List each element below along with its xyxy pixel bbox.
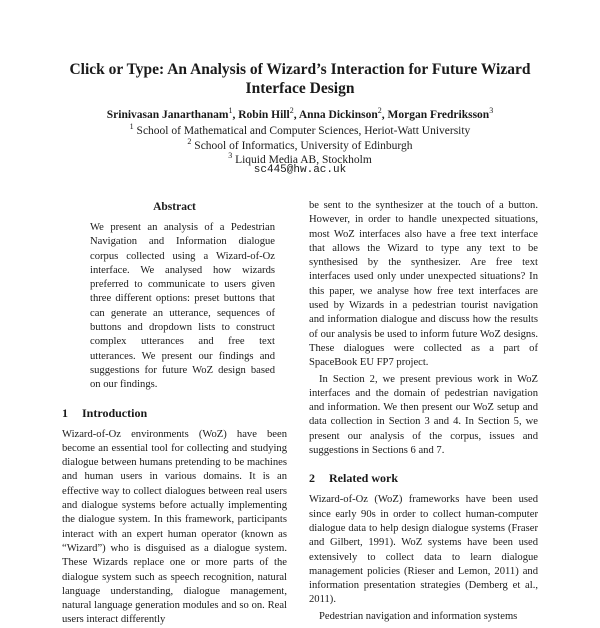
paper-title: Click or Type: An Analysis of Wizard’s Interaction for Future Wizard Interface Design — [69, 61, 531, 97]
author-affil-mark: 3 — [489, 106, 494, 115]
affiliation-text: Liquid Media AB, Stockholm — [235, 153, 372, 166]
affiliation-mark: 1 — [129, 122, 134, 131]
affiliation-mark: 2 — [187, 137, 192, 146]
author-name: Robin Hill — [238, 108, 290, 121]
affiliation-mark: 3 — [228, 151, 233, 160]
author-list: Srinivasan Janarthanam$^1$, Robin Hill$^2$, Anna Dickinson$^2$, Morgan Fredriksson$^3$ — [106, 106, 494, 121]
section-paragraph: Wizard-of-Oz (WoZ) frameworks have been used since early 90s in order to collect human-computer dialogue data to help design dialogue systems (Fraser and Gilbert, 1991). WoZ systems have been used extensively to collect data to learn dialogue management policies (Rieser and Lemon, 2011) and information presentation strategies (Demberg et al., 2011). — [309, 494, 538, 606]
author-name: Srinivasan Janarthanam — [106, 108, 229, 121]
left-column — [62, 199, 287, 628]
section-number: 1 — [62, 405, 68, 420]
contact-email: sc445@hw.ac.uk — [253, 164, 347, 176]
section-paragraph: In Section 2, we present previous work in WoZ interfaces and the domain of pedestrian navigation and information. We then present our WoZ setup and data collection in Section 3 and 4. In Section 5, we present our analysis of the corpus, issues and suggestions in Sections 6 and 7. — [309, 373, 538, 457]
section-heading — [62, 405, 287, 421]
section-paragraph: Wizard-of-Oz environments (WoZ) have been become an essential tool for collecting and studying dialogue between humans pretending to be machines and human users in various domains. It is an effective way to collect dialogues between real users and dialogue systems before actually implementing the dialogue system. In this framework, participants interact with an expert human operator (known as “Wizard”) who is disguised as a dialogue system. These Wizards replace one or more parts of the dialogue system such as speech recognition, natural language understanding, dialogue management, natural language generation modules and so on. Real users interact differently — [62, 428, 287, 626]
section-heading — [309, 470, 538, 486]
affiliation-text: School of Mathematical and Computer Sciences, Heriot-Watt University — [136, 124, 471, 137]
author-name: Morgan Fredriksson — [387, 108, 490, 121]
abstract-heading: Abstract — [153, 201, 196, 213]
author-name: Anna Dickinson — [298, 108, 378, 121]
section-paragraph: Pedestrian navigation and information systems — [319, 610, 518, 622]
section-title: Introduction — [82, 405, 148, 420]
affiliation-text: School of Informatics, University of Edinburgh — [194, 139, 413, 152]
section-paragraph: be sent to the synthesizer at the touch of a button. However, in order to handle unexpected situations, most WoZ interfaces also have a free text interface that allows the Wizard to type any text to be synthesised by the synthesizer. Are free text interfaces used only under unexpected situations? In this paper, we analyse how free text interfaces are used by Wizards in a pedestrian tourist navigation and information dialogue and discuss how the results of our analysis be used to inform future WoZ designs. These dialogues were collected as a part of SpaceBook EU FP7 project. — [309, 200, 538, 369]
author-affil-mark: 2 — [377, 106, 382, 115]
author-affil-mark: 1 — [228, 106, 233, 115]
abstract-text: We present an analysis of a Pedestrian Navigation and Information dialogue corpus collected using a Wizard-of-Oz interface. We analysed how wizards preferred to communicate to users given three different options: preset buttons that can generate an utterance, sequences of buttons and dropdown lists to construct complex utterances and free text utterances. We present our findings and suggestions for future WoZ design based on our findings. — [90, 222, 275, 391]
author-affil-mark: 2 — [289, 106, 294, 115]
section-number: 2 — [309, 471, 315, 486]
section-title: Related work — [329, 471, 398, 486]
right-column — [309, 199, 538, 624]
